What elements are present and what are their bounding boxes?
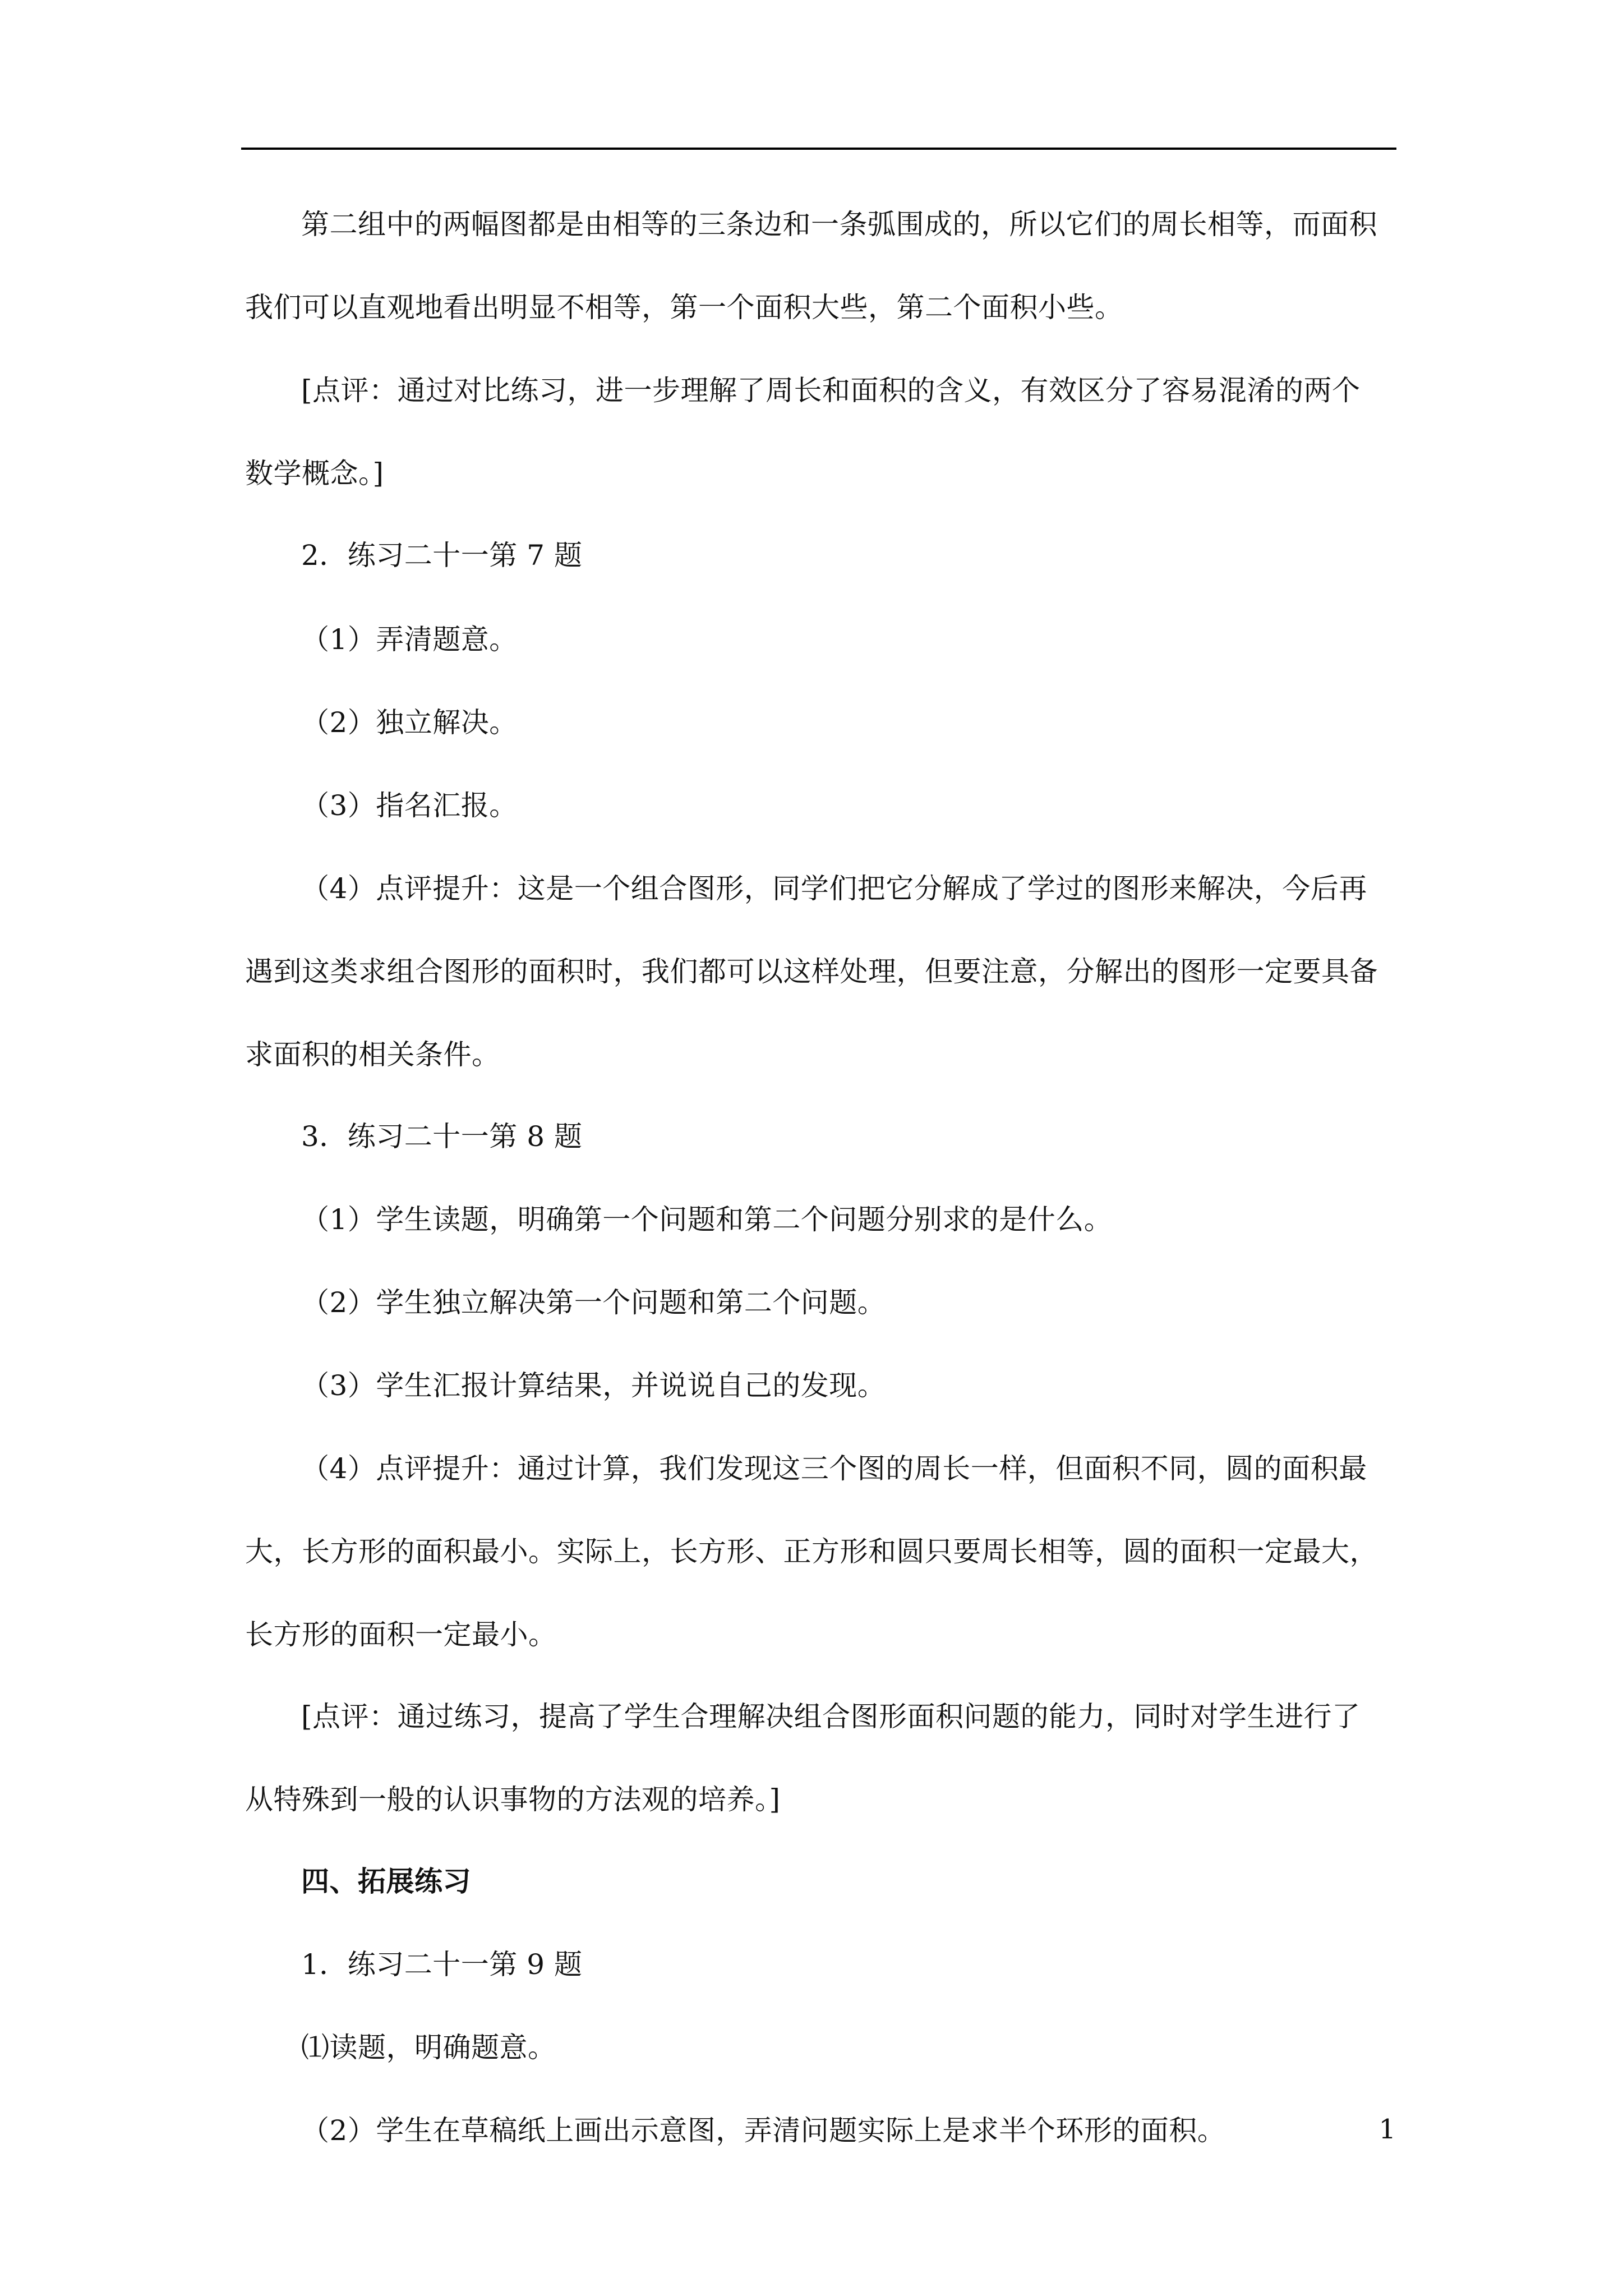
paragraph-line: 四、拓展练习 xyxy=(301,1865,471,1898)
paragraph-line: 1．练习二十一第 9 题 xyxy=(301,1948,583,1981)
paragraph-line: 我们可以直观地看出明显不相等，第一个面积大些，第二个面积小些。 xyxy=(245,291,1123,324)
paragraph-line: 求面积的相关条件。 xyxy=(245,1038,500,1071)
paragraph-line: 大，长方形的面积最小。实际上，长方形、正方形和圆只要周长相等，圆的面积一定最大， xyxy=(245,1535,1378,1568)
paragraph-line: （2）学生独立解决第一个问题和第二个问题。 xyxy=(301,1286,886,1319)
paragraph-line: [点评：通过对比练习，进一步理解了周长和面积的含义，有效区分了容易混淆的两个 xyxy=(301,374,1361,407)
paragraph-line: 3．练习二十一第 8 题 xyxy=(301,1120,583,1153)
paragraph-line: （3）学生汇报计算结果，并说说自己的发现。 xyxy=(301,1369,886,1402)
paragraph-line: （2）独立解决。 xyxy=(301,706,518,739)
step-item xyxy=(245,2032,1395,2063)
page-number: 1 xyxy=(1378,2114,1396,2145)
paragraph-perimeter-comparison xyxy=(245,209,1395,323)
step-item-review xyxy=(245,873,1395,1070)
paragraph-line: （2）学生在草稿纸上画出示意图，弄清问题实际上是求半个环形的面积。 xyxy=(301,2114,1226,2147)
paragraph-line: 数学概念。] xyxy=(245,457,384,490)
step-item xyxy=(245,624,1395,655)
header-rule xyxy=(241,148,1396,150)
step-item xyxy=(245,790,1395,821)
paragraph-line: 长方形的面积一定最小。 xyxy=(245,1618,557,1651)
step-item xyxy=(245,2115,1395,2146)
paragraph-line: 第二组中的两幅图都是由相等的三条边和一条弧围成的，所以它们的周长相等，而面积 xyxy=(301,208,1377,241)
section-heading-extension xyxy=(245,1866,1395,1897)
step-item xyxy=(245,707,1395,738)
exercise-heading-7 xyxy=(245,540,1395,571)
paragraph-line: （1）弄清题意。 xyxy=(301,623,518,656)
paragraph-line: （4）点评提升：这是一个组合图形，同学们把它分解成了学过的图形来解决，今后再 xyxy=(301,872,1367,905)
paragraph-line: （3）指名汇报。 xyxy=(301,789,518,822)
paragraph-line: 从特殊到一般的认识事物的方法观的培养。] xyxy=(245,1783,781,1816)
step-item xyxy=(245,1370,1395,1401)
paragraph-line: 2．练习二十一第 7 题 xyxy=(301,539,583,572)
paragraph-line: ⑴读题，明确题意。 xyxy=(301,2031,556,2064)
paragraph-line: [点评：通过练习，提高了学生合理解决组合图形面积问题的能力，同时对学生进行了 xyxy=(301,1700,1361,1733)
step-item-review xyxy=(245,1453,1395,1650)
step-item xyxy=(245,1287,1395,1318)
paragraph-line: （1）学生读题，明确第一个问题和第二个问题分别求的是什么。 xyxy=(301,1203,1113,1236)
step-item xyxy=(245,1204,1395,1235)
paragraph-comment-1 xyxy=(245,375,1395,489)
exercise-heading-9 xyxy=(245,1949,1395,1980)
paragraph-comment-2 xyxy=(245,1701,1395,1815)
paragraph-line: （4）点评提升：通过计算，我们发现这三个图的周长一样，但面积不同，圆的面积最 xyxy=(301,1452,1367,1485)
exercise-heading-8 xyxy=(245,1121,1395,1152)
paragraph-line: 遇到这类求组合图形的面积时，我们都可以这样处理，但要注意，分解出的图形一定要具备 xyxy=(245,955,1378,988)
